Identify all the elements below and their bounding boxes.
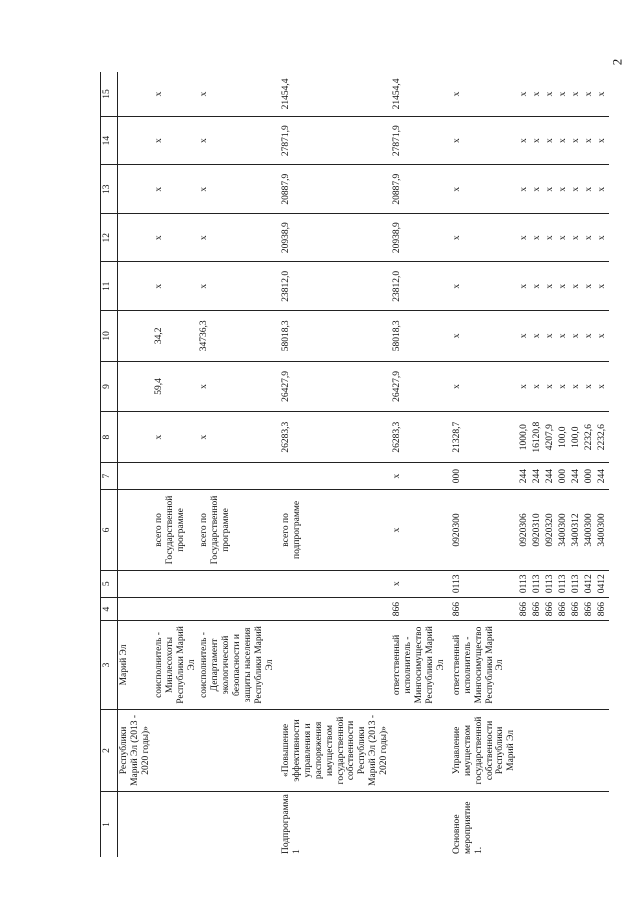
cell-col-9: x <box>570 361 583 412</box>
cell-col-2 <box>518 709 531 791</box>
cell-col-9: x <box>596 361 609 412</box>
cell-col-7 <box>118 462 153 489</box>
cell-col-5 <box>277 570 391 597</box>
cell-col-5 <box>153 570 199 597</box>
cell-col-15: x <box>532 91 543 97</box>
cell-col-8 <box>118 412 153 463</box>
cell-col-13: 20887,9 <box>277 165 391 214</box>
cell-col-3 <box>277 621 391 710</box>
column-header-15: 15 <box>101 72 118 116</box>
cell-col-8: 4207,9 <box>544 412 557 463</box>
cell-col-10: x <box>544 311 557 362</box>
table-row <box>570 72 583 857</box>
cell-col-6 <box>118 490 153 570</box>
cell-col-7: 244 <box>544 462 557 489</box>
cell-col-9: x <box>198 361 276 412</box>
cell-col-6: 0920310 <box>531 490 544 570</box>
cell-col-8: 16120,8 <box>531 412 544 463</box>
cell-col-4: 866 <box>583 597 596 620</box>
cell-col-9: 26427,9 <box>391 361 448 412</box>
cell-col-6: всего по подпрограмме <box>277 490 391 570</box>
budget-table <box>100 72 609 857</box>
cell-col-8: 2232,6 <box>583 412 596 463</box>
cell-col-14: x <box>544 116 557 165</box>
cell-col-1 <box>118 792 153 857</box>
table-row <box>544 72 557 857</box>
cell-col-14: 27871,9 <box>277 116 391 165</box>
cell-col-15: x <box>570 91 581 97</box>
cell-col-2: «Повышение эффективности управления и распоряжения имуществом государственной собственности Республики Марий Эл (2013 - 2020 годы)» <box>277 709 391 791</box>
cell-col-9: x <box>583 361 596 412</box>
cell-col-15: x <box>558 91 569 97</box>
cell-col-3 <box>596 621 609 710</box>
cell-col-11: x <box>531 262 544 311</box>
cell-col-4: 866 <box>570 597 583 620</box>
cell-col-4 <box>198 597 276 620</box>
cell-col-1: Основное мероприятие 1. <box>448 792 519 857</box>
cell-col-3 <box>518 621 531 710</box>
cell-col-7: 244 <box>570 462 583 489</box>
cell-col-5: 0113 <box>448 570 519 597</box>
cell-col-14: x <box>448 116 519 165</box>
cell-col-2 <box>391 709 448 791</box>
cell-col-3 <box>531 621 544 710</box>
cell-col-7: 000 <box>557 462 570 489</box>
column-header-12: 12 <box>101 213 118 262</box>
cell-col-6: 3400300 <box>557 490 570 570</box>
cell-col-3: ответственный исполнитель - Мингосимущество Республики Марий Эл <box>391 621 448 710</box>
cell-col-10 <box>118 311 153 362</box>
cell-col-11: x <box>448 262 519 311</box>
table-row <box>391 72 448 857</box>
cell-col-13: 20887,9 <box>391 165 448 214</box>
cell-col-5: 0113 <box>531 570 544 597</box>
cell-col-7: 000 <box>583 462 596 489</box>
cell-col-7: x <box>391 462 448 489</box>
cell-col-3: соисполнитель - Департамент экологической безопасности и защиты населения Республики Марий Эл <box>198 621 276 710</box>
column-header-11: 11 <box>101 262 118 311</box>
cell-col-2 <box>570 709 583 791</box>
column-header-9: 9 <box>101 361 118 412</box>
cell-col-4 <box>118 597 153 620</box>
cell-col-4: 866 <box>391 597 448 620</box>
column-header-14: 14 <box>101 116 118 165</box>
cell-col-10: 34736,3 <box>198 311 276 362</box>
cell-col-14: x <box>583 116 596 165</box>
cell-col-12: x <box>570 213 583 262</box>
cell-col-12: 20938,9 <box>277 213 391 262</box>
rotated-table-area <box>100 72 607 857</box>
cell-col-11: 23812,0 <box>277 262 391 311</box>
cell-col-1 <box>531 792 544 857</box>
table-row <box>583 72 596 857</box>
cell-col-1 <box>518 792 531 857</box>
cell-col-11: x <box>518 262 531 311</box>
cell-col-9: x <box>531 361 544 412</box>
cell-col-6: 3400312 <box>570 490 583 570</box>
cell-col-5: 0113 <box>544 570 557 597</box>
cell-col-5: 0113 <box>518 570 531 597</box>
cell-col-2 <box>531 709 544 791</box>
cell-col-7: 244 <box>518 462 531 489</box>
cell-col-7 <box>198 462 276 489</box>
cell-col-1 <box>391 792 448 857</box>
cell-col-7: 244 <box>596 462 609 489</box>
cell-col-1 <box>198 792 276 857</box>
cell-col-4 <box>153 597 199 620</box>
cell-col-8: 26283,3 <box>277 412 391 463</box>
cell-col-5 <box>198 570 276 597</box>
cell-col-3 <box>583 621 596 710</box>
cell-col-8: 100,0 <box>557 412 570 463</box>
cell-col-1 <box>583 792 596 857</box>
cell-col-10: x <box>570 311 583 362</box>
table-row <box>557 72 570 857</box>
cell-col-2 <box>596 709 609 791</box>
cell-col-15: x <box>451 91 462 97</box>
cell-col-15: x <box>596 91 607 97</box>
cell-col-6: всего по Государственной программе <box>153 490 199 570</box>
cell-col-3 <box>570 621 583 710</box>
cell-col-12: 20938,9 <box>391 213 448 262</box>
cell-col-7: 244 <box>531 462 544 489</box>
cell-col-12: x <box>583 213 596 262</box>
cell-col-1: Подпрограмма 1 <box>277 792 391 857</box>
cell-col-14: x <box>531 116 544 165</box>
cell-col-3: Марий Эл <box>118 621 153 710</box>
cell-col-14: x <box>570 116 583 165</box>
header-row <box>101 72 118 857</box>
cell-col-8: x <box>198 412 276 463</box>
cell-col-9: x <box>557 361 570 412</box>
cell-col-6: 3400300 <box>583 490 596 570</box>
cell-col-6: 0920300 <box>448 490 519 570</box>
cell-col-12: x <box>557 213 570 262</box>
cell-col-3 <box>557 621 570 710</box>
cell-col-15: x <box>519 91 530 97</box>
cell-col-15: x <box>545 91 556 97</box>
cell-col-10: x <box>518 311 531 362</box>
column-header-5: 5 <box>101 570 118 597</box>
landscape-table-container <box>100 72 607 857</box>
cell-col-2: Управление имуществом государственной собственности Республики Марий Эл <box>448 709 519 791</box>
cell-col-14: x <box>518 116 531 165</box>
cell-col-6: 0920306 <box>518 490 531 570</box>
cell-col-2 <box>557 709 570 791</box>
cell-col-12: x <box>518 213 531 262</box>
cell-col-5: 0113 <box>557 570 570 597</box>
cell-col-6: x <box>391 490 448 570</box>
table-row <box>448 72 519 857</box>
cell-col-13: x <box>557 165 570 214</box>
cell-col-5: x <box>391 570 448 597</box>
cell-col-11: x <box>153 262 199 311</box>
cell-col-4: 866 <box>518 597 531 620</box>
cell-col-6: 0920320 <box>544 490 557 570</box>
cell-col-10: 58018,3 <box>277 311 391 362</box>
cell-col-1 <box>153 792 199 857</box>
cell-col-1 <box>570 792 583 857</box>
cell-col-10: x <box>596 311 609 362</box>
cell-col-3 <box>544 621 557 710</box>
cell-col-7: 000 <box>448 462 519 489</box>
cell-col-12: x <box>448 213 519 262</box>
cell-col-14: x <box>198 116 276 165</box>
cell-col-7 <box>153 462 199 489</box>
page-number: 2 <box>608 58 624 66</box>
cell-col-13: x <box>448 165 519 214</box>
cell-col-4: 866 <box>531 597 544 620</box>
cell-col-9: 59,4 <box>153 361 199 412</box>
cell-col-6: всего по Государственной программе <box>198 490 276 570</box>
cell-col-15: 21454,4 <box>280 78 291 110</box>
cell-col-14: x <box>153 116 199 165</box>
cell-col-9: x <box>518 361 531 412</box>
column-header-6: 6 <box>101 490 118 570</box>
cell-col-9 <box>118 361 153 412</box>
column-header-7: 7 <box>101 462 118 489</box>
cell-col-3: соисполнитель - Минлесохоты Республики Марий Эл <box>153 621 199 710</box>
cell-col-13: x <box>198 165 276 214</box>
cell-col-2 <box>544 709 557 791</box>
cell-col-13: x <box>583 165 596 214</box>
cell-col-14: 27871,9 <box>391 116 448 165</box>
cell-col-11 <box>118 262 153 311</box>
cell-col-13: x <box>153 165 199 214</box>
table-row <box>531 72 544 857</box>
cell-col-15: x <box>153 91 164 97</box>
cell-col-10: 34,2 <box>153 311 199 362</box>
cell-col-13: x <box>518 165 531 214</box>
cell-col-8: 2232,6 <box>596 412 609 463</box>
cell-col-11: x <box>198 262 276 311</box>
column-header-8: 8 <box>101 412 118 463</box>
cell-col-8: 21328,7 <box>448 412 519 463</box>
cell-col-10: x <box>557 311 570 362</box>
cell-col-15 <box>118 72 153 116</box>
cell-col-10: 58018,3 <box>391 311 448 362</box>
table-row <box>198 72 276 857</box>
cell-col-12 <box>118 213 153 262</box>
cell-col-13: x <box>544 165 557 214</box>
cell-col-2: Республики Марий Эл (2013 - 2020 годы)» <box>118 709 153 791</box>
cell-col-15: 21454,4 <box>392 78 403 110</box>
table-row <box>118 72 153 857</box>
cell-col-11: x <box>596 262 609 311</box>
table-row <box>596 72 609 857</box>
cell-col-12: x <box>596 213 609 262</box>
cell-col-4: 866 <box>596 597 609 620</box>
table-row <box>518 72 531 857</box>
column-header-3: 3 <box>101 621 118 710</box>
cell-col-4 <box>277 597 391 620</box>
cell-col-10: x <box>531 311 544 362</box>
column-header-10: 10 <box>101 311 118 362</box>
cell-col-4: 866 <box>448 597 519 620</box>
cell-col-12: x <box>531 213 544 262</box>
cell-col-11: x <box>557 262 570 311</box>
cell-col-5: 0412 <box>596 570 609 597</box>
cell-col-9: 26427,9 <box>277 361 391 412</box>
cell-col-9: x <box>544 361 557 412</box>
table-row <box>277 72 391 857</box>
column-header-2: 2 <box>101 709 118 791</box>
cell-col-6: 3400300 <box>596 490 609 570</box>
cell-col-7 <box>277 462 391 489</box>
cell-col-12: x <box>153 213 199 262</box>
cell-col-4: 866 <box>557 597 570 620</box>
cell-col-1 <box>544 792 557 857</box>
cell-col-10: x <box>448 311 519 362</box>
column-header-1: 1 <box>101 792 118 857</box>
cell-col-2 <box>153 709 199 791</box>
cell-col-9: x <box>448 361 519 412</box>
cell-col-14: x <box>596 116 609 165</box>
cell-col-14: x <box>557 116 570 165</box>
table-row <box>153 72 199 857</box>
cell-col-11: x <box>583 262 596 311</box>
cell-col-13 <box>118 165 153 214</box>
cell-col-12: x <box>198 213 276 262</box>
cell-col-5: 0412 <box>583 570 596 597</box>
cell-col-15: x <box>199 91 210 97</box>
cell-col-10: x <box>583 311 596 362</box>
cell-col-5: 0113 <box>570 570 583 597</box>
cell-col-13: x <box>596 165 609 214</box>
cell-col-4: 866 <box>544 597 557 620</box>
column-header-13: 13 <box>101 165 118 214</box>
cell-col-8: 26283,3 <box>391 412 448 463</box>
cell-col-13: x <box>570 165 583 214</box>
cell-col-2 <box>198 709 276 791</box>
cell-col-8: x <box>153 412 199 463</box>
cell-col-1 <box>596 792 609 857</box>
cell-col-15: x <box>583 91 594 97</box>
cell-col-13: x <box>531 165 544 214</box>
cell-col-1 <box>557 792 570 857</box>
cell-col-8: 100,0 <box>570 412 583 463</box>
cell-col-8: 1000,0 <box>518 412 531 463</box>
cell-col-14 <box>118 116 153 165</box>
cell-col-3: ответственный исполнитель - Мингосимущество Республики Марий Эл <box>448 621 519 710</box>
cell-col-5 <box>118 570 153 597</box>
cell-col-12: x <box>544 213 557 262</box>
cell-col-11: x <box>570 262 583 311</box>
cell-col-11: 23812,0 <box>391 262 448 311</box>
column-header-4: 4 <box>101 597 118 620</box>
cell-col-2 <box>583 709 596 791</box>
cell-col-11: x <box>544 262 557 311</box>
